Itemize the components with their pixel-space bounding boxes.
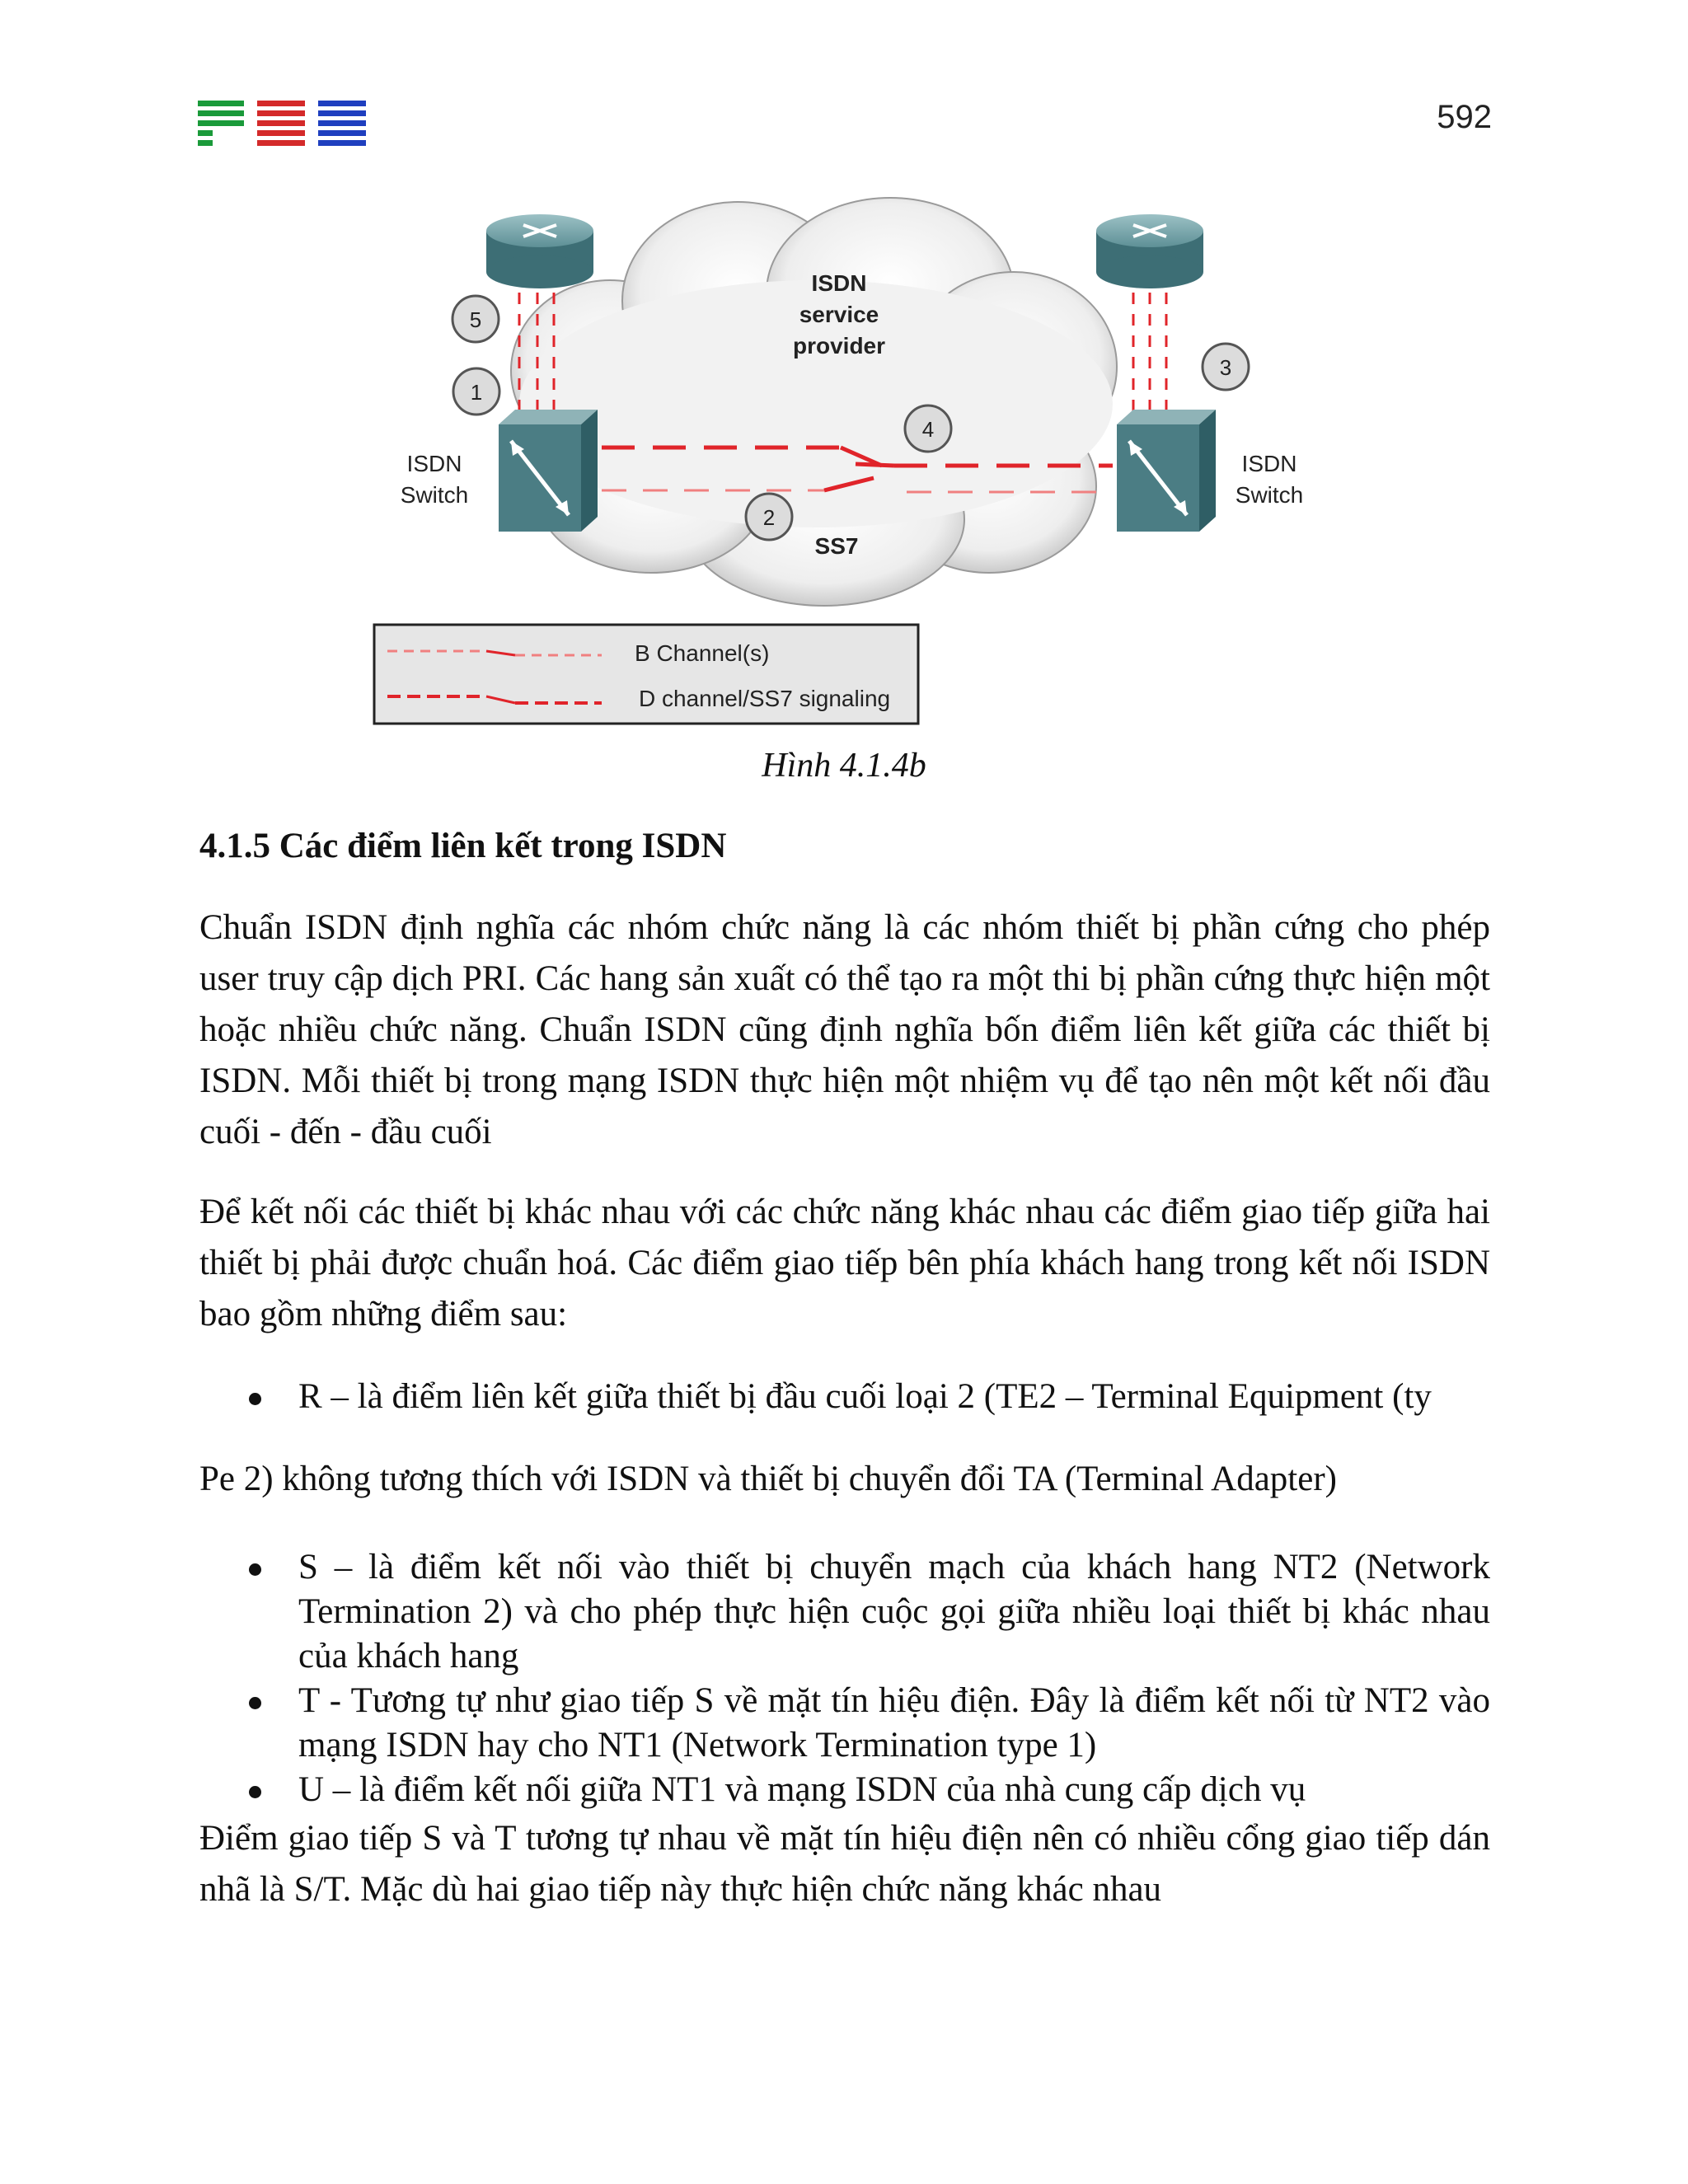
figure-caption: Hình 4.1.4b [762,747,926,785]
cloud-label: service [799,302,879,327]
cloud-label: provider [792,333,886,359]
cloud-label: ISDN [811,270,867,296]
paragraph: Để kết nối các thiết bị khác nhau với các chức năng khác nhau các điểm giao tiếp giữa hai thiết bị phải được chuẩn hoá. Các điểm giao tiếp bên phía khách hang trong kết nối ISDN bao gồm những điểm sau: [199,1193,1490,1333]
svg-text:3: 3 [1219,355,1232,380]
list-item: U – là điểm kết nối giữa NT1 và mạng ISDN của nhà cung cấp dịch vụ [199,1768,1490,1812]
router-icon [486,214,593,288]
ss7-label: SS7 [814,533,859,559]
step-badge [452,296,499,342]
bullet-dot [249,1786,261,1798]
svg-text:5: 5 [469,307,482,332]
svg-text:1: 1 [470,380,483,405]
bullet-list [199,1545,1490,1812]
page-number: 592 [1437,99,1492,135]
svg-text:4: 4 [921,417,935,442]
isdn-switch-icon [1117,410,1216,532]
list-item: T - Tương tự như giao tiếp S về mặt tín hiệu điện. Đây là điểm kết nối từ NT2 vào mạng ISDN hay cho NT1 (Network Termination type 1) [199,1679,1490,1768]
right-switch-label: Switch [1235,482,1304,508]
legend-d-channel: D channel/SS7 signaling [639,686,891,711]
legend-b-channel: B Channel(s) [635,640,770,666]
section-heading: 4.1.5 Các điểm liên kết trong ISDN [199,827,727,865]
bullet-dot [249,1563,261,1576]
step-badge [746,494,792,540]
isdn-switch-icon [499,410,598,532]
step-badge [905,405,951,452]
right-switch-label: ISDN [1241,451,1297,476]
svg-text:2: 2 [762,505,776,530]
bullet-list [199,1375,1490,1419]
router-icon [1096,214,1203,288]
step-badge [1203,344,1249,390]
bullet-dot [249,1393,261,1405]
bullet-dot [249,1697,261,1709]
step-badge [453,368,499,415]
paragraph: Điểm giao tiếp S và T tương tự nhau về mặt tín hiệu điện nên có nhiều cổng giao tiếp dán nhã là S/T. Mặc dù hai giao tiếp này thực hiện chức năng khác nhau [199,1819,1490,1909]
pnh-logo [198,101,366,147]
legend [374,625,918,724]
paragraph: Chuẩn ISDN định nghĩa các nhóm chức năng là các nhóm thiết bị phần cứng cho phép user truy cập dịch PRI. Các hang sản xuất có thể tạo ra một thi bị phần cứng thực hiện một hoặc nhiều chức năng. Chuẩn ISDN cũng định nghĩa bốn điểm liên kết giữa các thiết bị ISDN. Mỗi thiết bị trong mạng ISDN thực hiện một nhiệm vụ để tạo nên một kết nối đầu cuối - đến - đầu cuối [199,908,1490,1151]
left-switch-label: ISDN [406,451,462,476]
list-item: R – là điểm liên kết giữa thiết bị đầu cuối loại 2 (TE2 – Terminal Equipment (ty [199,1375,1490,1419]
isdn-diagram [363,194,1311,746]
paragraph-continuation: Pe 2) không tương thích với ISDN và thiết bị chuyển đổi TA (Terminal Adapter) [199,1460,1337,1498]
list-item: S – là điểm kết nối vào thiết bị chuyển mạch của khách hang NT2 (Network Termination 2) và cho phép thực hiện cuộc gọi giữa nhiều loại thiết bị khác nhau của khách hang [199,1545,1490,1679]
left-switch-label: Switch [400,482,469,508]
